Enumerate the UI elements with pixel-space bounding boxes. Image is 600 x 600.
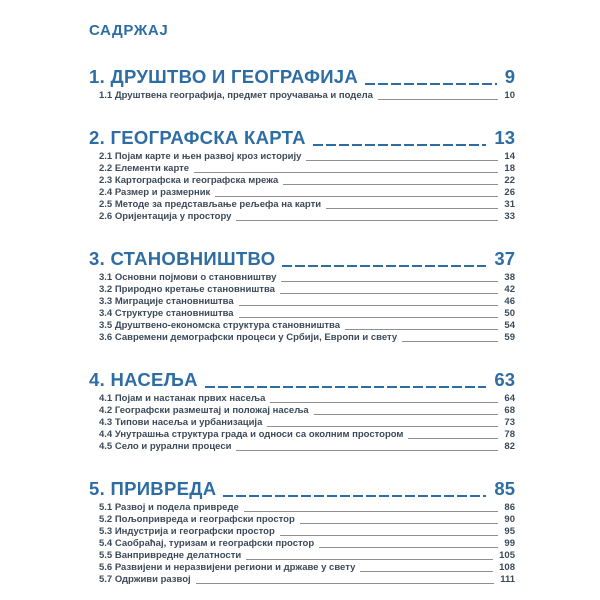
- toc-entry: [99, 502, 515, 514]
- entry-page-number: 111: [500, 574, 515, 585]
- section-heading: 1. ДРУШТВО И ГЕОГРАФИЈА: [89, 66, 359, 87]
- dashed-leader: [282, 265, 486, 267]
- section-entries: [99, 502, 515, 586]
- toc-entry: [99, 175, 515, 187]
- toc-entry: [99, 284, 515, 296]
- entry-page-number: 42: [504, 284, 515, 295]
- section-heading: 5. ПРИВРЕДА: [89, 478, 217, 499]
- section-page-number: 9: [504, 66, 515, 87]
- toc-entry: [99, 151, 515, 163]
- entry-label: 5.7 Одрживи развој: [99, 574, 191, 585]
- solid-leader: [300, 523, 499, 524]
- entry-page-number: 95: [504, 526, 515, 537]
- toc-section: [89, 247, 515, 344]
- entry-page-number: 50: [504, 308, 515, 319]
- entry-page-number: 38: [504, 272, 515, 283]
- entry-label: 5.5 Ванпривредне делатности: [99, 550, 242, 561]
- dashed-leader: [205, 386, 487, 388]
- section-heading-row: [89, 368, 515, 392]
- solid-leader: [306, 160, 498, 161]
- solid-leader: [239, 305, 499, 306]
- entry-label: 4.1 Појам и настанак првих насеља: [99, 393, 266, 404]
- entry-page-number: 86: [504, 502, 515, 513]
- solid-leader: [408, 438, 498, 439]
- entry-label: 3.6 Савремени демографски процеси у Србији, Европи и свету: [99, 332, 398, 343]
- entry-page-number: 90: [504, 514, 515, 525]
- entry-page-number: 64: [504, 393, 515, 404]
- entry-label: 4.2 Географски размештај и положај насеља: [99, 405, 309, 416]
- solid-leader: [267, 426, 498, 427]
- dashed-leader: [365, 83, 497, 85]
- solid-leader: [283, 184, 498, 185]
- entry-page-number: 73: [504, 417, 515, 428]
- toc-sections: [89, 65, 515, 586]
- entry-label: 2.3 Картографска и географска мрежа: [99, 175, 279, 186]
- section-entries: [99, 393, 515, 453]
- entry-page-number: 59: [504, 332, 515, 343]
- toc-entry: [99, 296, 515, 308]
- toc-entry: [99, 393, 515, 405]
- toc-section: [89, 126, 515, 223]
- entry-page-number: 10: [504, 90, 515, 101]
- page-title: САДРЖАЈ: [89, 22, 169, 39]
- solid-leader: [236, 450, 498, 451]
- entry-label: 2.5 Методе за представљање рељефа на карти: [99, 199, 322, 210]
- toc-entry: [99, 90, 515, 102]
- toc-entry: [99, 272, 515, 284]
- solid-leader: [215, 196, 498, 197]
- toc-entry: [99, 405, 515, 417]
- section-page-number: 37: [494, 248, 515, 269]
- section-heading-row: [89, 65, 515, 89]
- entry-page-number: 108: [499, 562, 515, 573]
- entry-label: 5.1 Развој и подела привреде: [99, 502, 239, 513]
- entry-label: 4.3 Типови насеља и урбанизација: [99, 417, 263, 428]
- entry-label: 3.5 Друштвено-економска структура становништва: [99, 320, 341, 331]
- section-page-number: 63: [494, 369, 515, 390]
- solid-leader: [314, 414, 499, 415]
- entry-page-number: 18: [504, 163, 515, 174]
- entry-label: 2.1 Појам карте и њен развој кроз историју: [99, 151, 302, 162]
- entry-label: 5.6 Развијени и неразвијени региони и државе у свету: [99, 562, 356, 573]
- toc-entry: [99, 163, 515, 175]
- toc-section: [89, 477, 515, 586]
- section-heading-row: [89, 477, 515, 501]
- entry-label: 3.3 Миграције становништва: [99, 296, 234, 307]
- solid-leader: [326, 208, 498, 209]
- toc-entry: [99, 538, 515, 550]
- section-heading-row: [89, 247, 515, 271]
- toc-entry: [99, 332, 515, 344]
- solid-leader: [281, 281, 498, 282]
- solid-leader: [239, 317, 499, 318]
- entry-label: 4.4 Унутрашња структура града и односи са околним простором: [99, 429, 404, 440]
- entry-label: 5.3 Индустрија и географски простор: [99, 526, 275, 537]
- entry-page-number: 46: [504, 296, 515, 307]
- entry-page-number: 68: [504, 405, 515, 416]
- entry-label: 4.5 Село и рурални процеси: [99, 441, 232, 452]
- entry-page-number: 78: [504, 429, 515, 440]
- section-heading: 3. СТАНОВНИШТВО: [89, 248, 276, 269]
- entry-page-number: 14: [504, 151, 515, 162]
- solid-leader: [345, 329, 498, 330]
- toc-entry: [99, 187, 515, 199]
- solid-leader: [360, 571, 493, 572]
- toc-entry: [99, 308, 515, 320]
- toc-section: [89, 65, 515, 102]
- entry-page-number: 31: [504, 199, 515, 210]
- entry-label: 3.2 Природно кретање становништва: [99, 284, 275, 295]
- entry-label: 2.2 Елементи карте: [99, 163, 190, 174]
- solid-leader: [236, 220, 498, 221]
- section-heading: 4. НАСЕЉА: [89, 369, 198, 390]
- section-entries: [99, 90, 515, 102]
- entry-label: 5.2 Пољопривреда и географски простор: [99, 514, 295, 525]
- section-page-number: 85: [494, 478, 515, 499]
- section-entries: [99, 151, 515, 223]
- entry-page-number: 54: [504, 320, 515, 331]
- entry-label: 2.4 Размер и размерник: [99, 187, 211, 198]
- toc-entry: [99, 417, 515, 429]
- solid-leader: [280, 293, 498, 294]
- dashed-leader: [223, 495, 486, 497]
- solid-leader: [244, 511, 499, 512]
- toc-entry: [99, 429, 515, 441]
- solid-leader: [319, 547, 498, 548]
- toc-entry: [99, 441, 515, 453]
- entry-page-number: 82: [504, 441, 515, 452]
- entry-label: 1.1 Друштвена географија, предмет проучавања и подела: [99, 90, 373, 101]
- entry-label: 3.4 Структуре становништва: [99, 308, 234, 319]
- solid-leader: [378, 99, 498, 100]
- section-heading-row: [89, 126, 515, 150]
- toc-entry: [99, 526, 515, 538]
- entry-label: 5.4 Саобраћај, туризам и географски простор: [99, 538, 315, 549]
- toc-section: [89, 368, 515, 453]
- solid-leader: [270, 402, 498, 403]
- solid-leader: [194, 172, 498, 173]
- section-entries: [99, 272, 515, 344]
- dashed-leader: [313, 144, 487, 146]
- section-page-number: 13: [494, 127, 515, 148]
- entry-page-number: 105: [499, 550, 515, 561]
- entry-page-number: 99: [504, 538, 515, 549]
- solid-leader: [196, 583, 495, 584]
- entry-page-number: 33: [504, 211, 515, 222]
- section-heading: 2. ГЕОГРАФСКА КАРТА: [89, 127, 306, 148]
- entry-page-number: 22: [504, 175, 515, 186]
- entry-page-number: 26: [504, 187, 515, 198]
- toc-entry: [99, 562, 515, 574]
- entry-label: 2.6 Оријентација у простору: [99, 211, 232, 222]
- toc-entry: [99, 574, 515, 586]
- solid-leader: [246, 559, 493, 560]
- entry-label: 3.1 Основни појмови о становништву: [99, 272, 277, 283]
- toc-entry: [99, 199, 515, 211]
- solid-leader: [280, 535, 499, 536]
- toc-entry: [99, 211, 515, 223]
- toc-entry: [99, 320, 515, 332]
- toc-entry: [99, 550, 515, 562]
- solid-leader: [402, 341, 498, 342]
- toc-entry: [99, 514, 515, 526]
